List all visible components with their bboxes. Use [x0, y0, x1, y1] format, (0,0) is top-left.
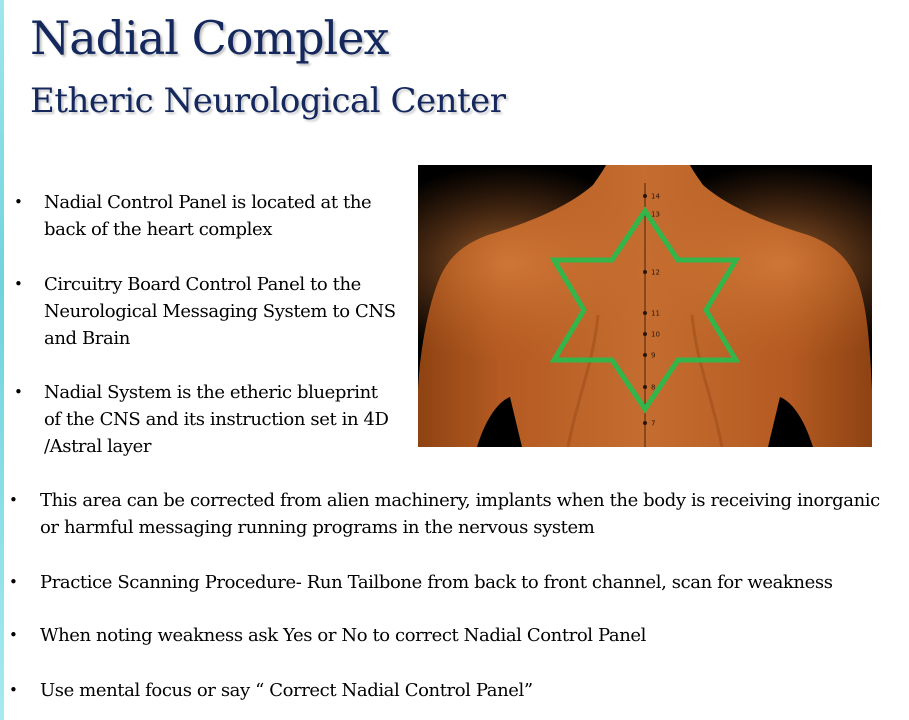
- vertebra-label: 14: [651, 192, 660, 201]
- bullet-dot: •: [14, 383, 23, 401]
- bullet-dot: •: [9, 573, 18, 591]
- vertebra-label: 11: [651, 309, 660, 318]
- vertebra-label: 13: [651, 210, 660, 219]
- slide-subtitle: Etheric Neurological Center: [30, 81, 506, 121]
- vertebra-dot: [643, 421, 647, 425]
- vertebra-label: 8: [651, 383, 656, 392]
- vertebra-dot: [643, 270, 647, 274]
- bullet-item: [9, 677, 900, 704]
- slide-title: Nadial Complex: [30, 11, 389, 65]
- bullet-dot: •: [9, 681, 18, 699]
- bullet-text: This area can be corrected from alien machinery, implants when the body is receiving inorganic or harmful messaging running programs in the nervous system: [40, 490, 880, 538]
- vertebra-label: 10: [651, 330, 660, 339]
- slide-left-edge-accent: [0, 0, 4, 720]
- bullet-dot: •: [9, 626, 18, 644]
- bullet-text: Nadial System is the etheric blueprint of the CNS and its instruction set in 4D /Astral layer: [44, 382, 389, 457]
- vertebra-dot: [643, 311, 647, 315]
- bullet-item: [9, 622, 900, 649]
- bullet-text: Use mental focus or say “ Correct Nadial Control Panel”: [40, 680, 533, 701]
- bullet-text: Nadial Control Panel is located at the back of the heart complex: [44, 192, 372, 240]
- vertebra-label: 9: [651, 351, 656, 360]
- vertebra-dot: [643, 353, 647, 357]
- back-anatomy-illustration: [418, 165, 872, 447]
- bullet-dot: •: [14, 275, 23, 293]
- bullet-text: When noting weakness ask Yes or No to correct Nadial Control Panel: [40, 625, 647, 646]
- back-anatomy-figure: [418, 165, 872, 447]
- vertebra-label: 12: [651, 268, 660, 277]
- bullet-item: [14, 271, 414, 352]
- bullet-dot: •: [9, 491, 18, 509]
- vertebra-dot: [643, 194, 647, 198]
- bullet-text: Practice Scanning Procedure- Run Tailbone from back to front channel, scan for weakness: [40, 572, 833, 593]
- bullet-text: Circuitry Board Control Panel to the Neurological Messaging System to CNS and Brain: [44, 274, 396, 349]
- bullet-item: [14, 189, 414, 243]
- vertebra-dot: [643, 385, 647, 389]
- bullet-item: [14, 379, 394, 460]
- bullet-dot: •: [14, 193, 23, 211]
- vertebra-label: 7: [651, 419, 656, 428]
- bullet-item: [9, 487, 890, 541]
- vertebra-dot: [643, 332, 647, 336]
- bullet-item: [9, 569, 906, 596]
